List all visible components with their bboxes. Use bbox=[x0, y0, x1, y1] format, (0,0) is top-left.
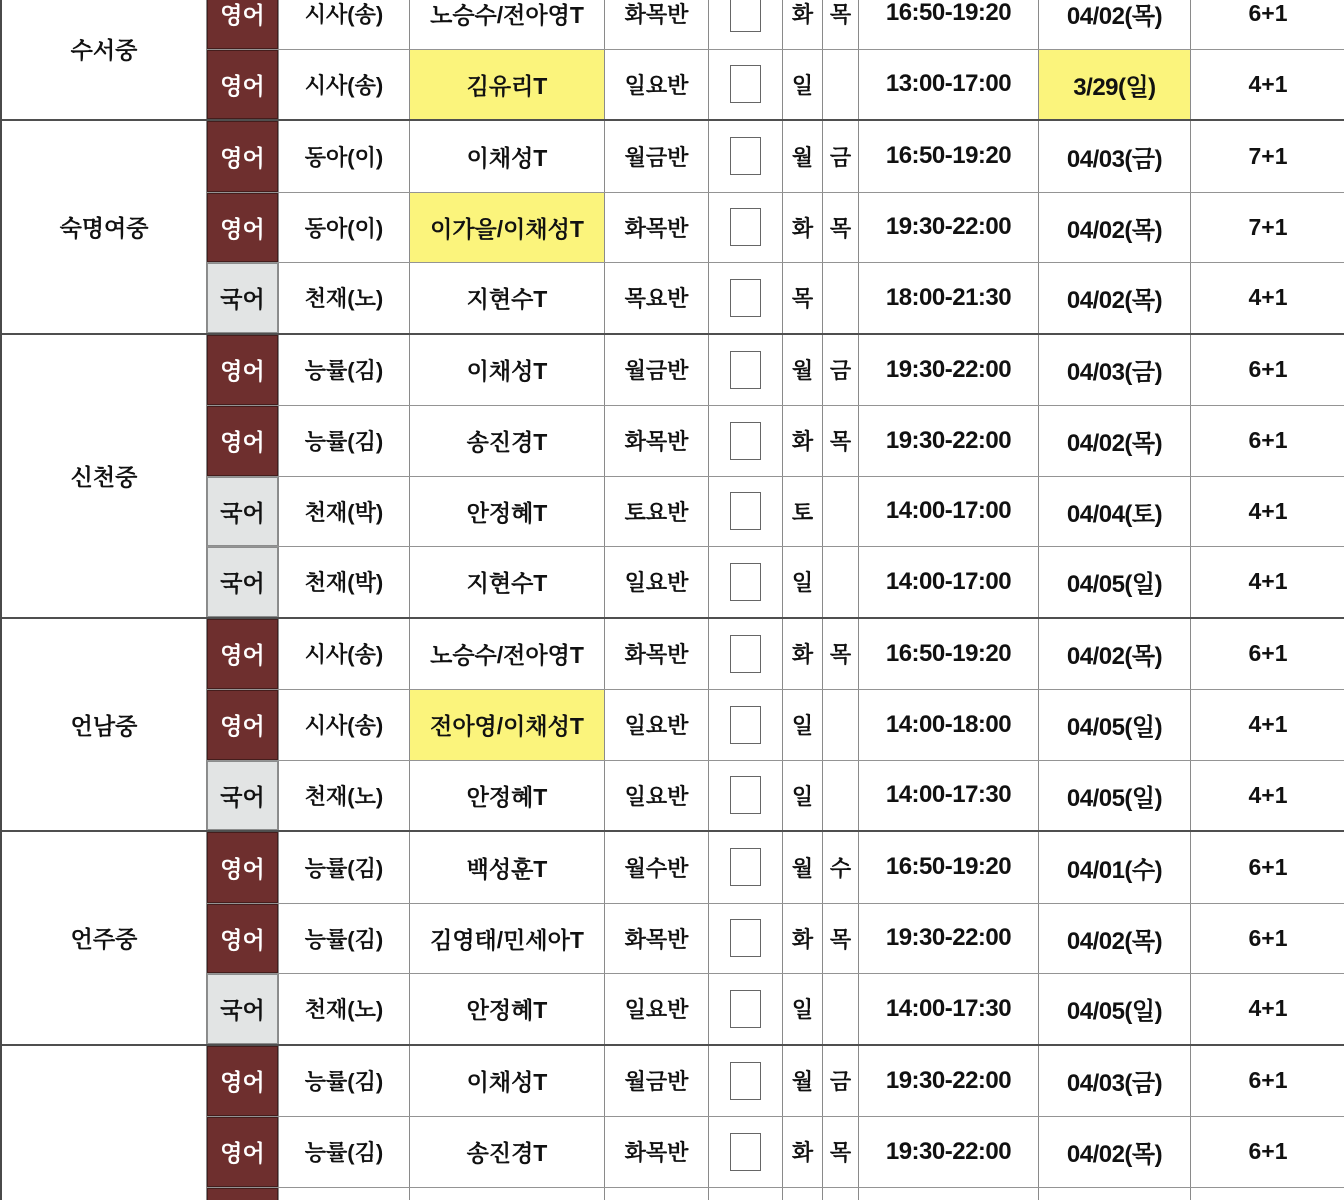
section-rows bbox=[207, 832, 1344, 1044]
day-cell-2 bbox=[823, 547, 859, 617]
schedule-row bbox=[207, 335, 1344, 406]
subject-cell: 영어 bbox=[207, 904, 279, 974]
textbook-cell: 시사(송) bbox=[279, 0, 410, 49]
session-count-cell: 7+1 bbox=[1248, 213, 1288, 240]
start-date-cell: 04/04(토) bbox=[1039, 477, 1191, 547]
class-name-cell: 일요반 bbox=[605, 50, 709, 120]
subject-cell: 영어 bbox=[207, 193, 279, 263]
day-cell-1: 화 bbox=[783, 904, 823, 974]
time-cell: 14:00-17:30 bbox=[859, 761, 1039, 831]
textbook-cell: 시사(송) bbox=[279, 50, 410, 120]
day-cell-1: 일 bbox=[783, 974, 823, 1044]
class-name-cell: 월금반 bbox=[605, 335, 709, 406]
day-cell-1: 화 bbox=[783, 0, 823, 49]
subject-cell: 영어 bbox=[207, 619, 279, 690]
class-name-cell: 월금반 bbox=[605, 1046, 709, 1117]
class-checkbox[interactable] bbox=[730, 1133, 761, 1171]
schedule-row bbox=[207, 49, 1344, 120]
textbook-cell: 능률(김) bbox=[279, 335, 410, 406]
day-cell-1: 월 bbox=[783, 1046, 823, 1117]
start-date-cell: 04/02(목) bbox=[1039, 1117, 1191, 1187]
time-cell: 19:30-22:00 bbox=[859, 406, 1039, 476]
teacher-cell: 백성훈T bbox=[410, 832, 605, 903]
time-cell: 14:00-17:00 bbox=[859, 547, 1039, 617]
checkbox-cell bbox=[709, 477, 783, 547]
session-count-cell: 6+1 bbox=[1248, 640, 1288, 667]
day-cell-1: 월 bbox=[783, 121, 823, 192]
session-count-cell: 4+1 bbox=[1248, 711, 1288, 738]
start-date-cell bbox=[1039, 1188, 1191, 1200]
day-cell-2: 목 bbox=[823, 619, 859, 690]
school-section bbox=[2, 617, 1344, 831]
subject-cell: 영어 bbox=[207, 832, 279, 903]
class-checkbox[interactable] bbox=[730, 0, 761, 32]
school-section bbox=[2, 830, 1344, 1044]
textbook-cell bbox=[279, 1188, 410, 1200]
schedule-row bbox=[207, 832, 1344, 903]
session-count-cell: 6+1 bbox=[1248, 924, 1288, 951]
textbook-cell: 능률(김) bbox=[279, 1117, 410, 1187]
class-checkbox[interactable] bbox=[730, 990, 761, 1028]
school-section bbox=[2, 119, 1344, 333]
schedule-row bbox=[207, 689, 1344, 760]
start-date-cell: 04/05(일) bbox=[1039, 974, 1191, 1044]
teacher-cell: 안정혜T bbox=[410, 974, 605, 1044]
teacher-cell bbox=[410, 1188, 605, 1200]
checkbox-cell bbox=[709, 974, 783, 1044]
session-count-cell: 4+1 bbox=[1248, 568, 1288, 595]
schedule-row bbox=[207, 405, 1344, 476]
subject-cell: 영어 bbox=[207, 50, 279, 120]
schedule-row bbox=[207, 262, 1344, 333]
class-checkbox[interactable] bbox=[730, 279, 761, 317]
subject-cell: 영어 bbox=[207, 0, 279, 49]
textbook-cell: 능률(김) bbox=[279, 832, 410, 903]
schedule-row bbox=[207, 619, 1344, 690]
day-cell-2 bbox=[823, 761, 859, 831]
class-name-cell: 화목반 bbox=[605, 619, 709, 690]
checkbox-cell bbox=[709, 904, 783, 974]
start-date-cell: 04/02(목) bbox=[1039, 904, 1191, 974]
day-cell-1: 일 bbox=[783, 690, 823, 760]
day-cell-1: 화 bbox=[783, 406, 823, 476]
class-checkbox[interactable] bbox=[730, 422, 761, 460]
school-section bbox=[2, 1044, 1344, 1200]
subject-cell: 영어 bbox=[207, 406, 279, 476]
subject-cell: 영어 bbox=[207, 1046, 279, 1117]
day-cell-2: 목 bbox=[823, 0, 859, 49]
textbook-cell: 시사(송) bbox=[279, 690, 410, 760]
checkbox-cell bbox=[709, 335, 783, 406]
class-name-cell: 월수반 bbox=[605, 832, 709, 903]
time-cell: 14:00-18:00 bbox=[859, 690, 1039, 760]
class-name-cell: 일요반 bbox=[605, 974, 709, 1044]
time-cell: 13:00-17:00 bbox=[859, 50, 1039, 120]
checkbox-cell bbox=[709, 1117, 783, 1187]
textbook-cell: 천재(박) bbox=[279, 547, 410, 617]
teacher-cell: 송진경T bbox=[410, 1117, 605, 1187]
class-checkbox[interactable] bbox=[730, 706, 761, 744]
class-name-cell: 화목반 bbox=[605, 904, 709, 974]
session-count-cell: 6+1 bbox=[1248, 356, 1288, 383]
day-cell-2 bbox=[823, 974, 859, 1044]
day-cell-1: 목 bbox=[783, 263, 823, 333]
textbook-cell: 동아(이) bbox=[279, 193, 410, 263]
class-checkbox[interactable] bbox=[730, 776, 761, 814]
checkbox-cell bbox=[709, 406, 783, 476]
day-cell-2: 금 bbox=[823, 121, 859, 192]
school-section bbox=[2, 333, 1344, 617]
school-name-cell: 언남중 bbox=[2, 619, 207, 831]
class-checkbox[interactable] bbox=[730, 65, 761, 103]
subject-cell: 국어 bbox=[207, 547, 279, 617]
teacher-cell: 김영태/민세아T bbox=[410, 904, 605, 974]
session-count-cell: 6+1 bbox=[1248, 1138, 1288, 1165]
textbook-cell: 능률(김) bbox=[279, 406, 410, 476]
checkbox-cell bbox=[709, 263, 783, 333]
schedule-row bbox=[207, 903, 1344, 974]
checkbox-cell bbox=[709, 1188, 783, 1200]
school-name-cell bbox=[2, 1046, 207, 1200]
class-checkbox[interactable] bbox=[730, 635, 761, 673]
subject-cell: 국어 bbox=[207, 761, 279, 831]
section-rows bbox=[207, 335, 1344, 617]
textbook-cell: 능률(김) bbox=[279, 904, 410, 974]
teacher-cell: 이채성T bbox=[410, 121, 605, 192]
subject-cell: 영어 bbox=[207, 335, 279, 406]
day-cell-2: 목 bbox=[823, 406, 859, 476]
day-cell-2: 금 bbox=[823, 1046, 859, 1117]
session-count-cell: 6+1 bbox=[1248, 853, 1288, 880]
time-cell: 16:50-19:20 bbox=[859, 619, 1039, 690]
session-count-cell: 6+1 bbox=[1248, 427, 1288, 454]
textbook-cell: 시사(송) bbox=[279, 619, 410, 690]
time-cell bbox=[859, 1188, 1039, 1200]
teacher-cell: 노승수/전아영T bbox=[410, 619, 605, 690]
time-cell: 19:30-22:00 bbox=[859, 193, 1039, 263]
start-date-cell: 04/03(금) bbox=[1039, 1046, 1191, 1117]
class-name-cell: 월금반 bbox=[605, 121, 709, 192]
start-date-cell: 04/02(목) bbox=[1039, 619, 1191, 690]
textbook-cell: 천재(박) bbox=[279, 477, 410, 547]
class-checkbox[interactable] bbox=[730, 208, 761, 246]
day-cell-2 bbox=[823, 1188, 859, 1200]
school-name-cell: 신천중 bbox=[2, 335, 207, 617]
section-rows bbox=[207, 121, 1344, 333]
textbook-cell: 동아(이) bbox=[279, 121, 410, 192]
checkbox-cell bbox=[709, 832, 783, 903]
class-name-cell bbox=[605, 1188, 709, 1200]
start-date-cell: 04/05(일) bbox=[1039, 547, 1191, 617]
session-count-cell bbox=[1191, 1188, 1344, 1200]
session-count-cell: 4+1 bbox=[1248, 995, 1288, 1022]
day-cell-1 bbox=[783, 1188, 823, 1200]
day-cell-1: 일 bbox=[783, 761, 823, 831]
day-cell-2 bbox=[823, 263, 859, 333]
subject-cell: 국어 bbox=[207, 263, 279, 333]
class-checkbox[interactable] bbox=[730, 848, 761, 886]
day-cell-1: 토 bbox=[783, 477, 823, 547]
checkbox-cell bbox=[709, 50, 783, 120]
subject-cell: 국어 bbox=[207, 974, 279, 1044]
class-name-cell: 화목반 bbox=[605, 193, 709, 263]
class-name-cell: 목요반 bbox=[605, 263, 709, 333]
checkbox-cell bbox=[709, 0, 783, 49]
start-date-cell: 04/01(수) bbox=[1039, 832, 1191, 903]
school-name-cell: 숙명여중 bbox=[2, 121, 207, 333]
day-cell-1: 화 bbox=[783, 1117, 823, 1187]
day-cell-2: 수 bbox=[823, 832, 859, 903]
class-checkbox[interactable] bbox=[730, 351, 761, 389]
subject-cell: 영어 bbox=[207, 121, 279, 192]
start-date-cell: 04/02(목) bbox=[1039, 406, 1191, 476]
teacher-cell: 지현수T bbox=[410, 547, 605, 617]
day-cell-1: 일 bbox=[783, 547, 823, 617]
subject-cell: 영어 bbox=[207, 690, 279, 760]
day-cell-1: 월 bbox=[783, 335, 823, 406]
start-date-cell: 04/02(목) bbox=[1039, 0, 1191, 49]
session-count-cell: 6+1 bbox=[1248, 1067, 1288, 1094]
session-count-cell: 6+1 bbox=[1248, 0, 1288, 26]
class-checkbox[interactable] bbox=[730, 563, 761, 601]
day-cell-2: 목 bbox=[823, 193, 859, 263]
start-date-cell: 3/29(일) bbox=[1039, 50, 1191, 120]
class-checkbox[interactable] bbox=[730, 492, 761, 530]
time-cell: 19:30-22:00 bbox=[859, 1117, 1039, 1187]
session-count-cell: 4+1 bbox=[1248, 781, 1288, 808]
time-cell: 16:50-19:20 bbox=[859, 832, 1039, 903]
teacher-cell: 안정혜T bbox=[410, 477, 605, 547]
day-cell-1: 화 bbox=[783, 193, 823, 263]
subject-cell bbox=[207, 1188, 279, 1200]
start-date-cell: 04/02(목) bbox=[1039, 263, 1191, 333]
start-date-cell: 04/05(일) bbox=[1039, 690, 1191, 760]
teacher-cell: 지현수T bbox=[410, 263, 605, 333]
checkbox-cell bbox=[709, 761, 783, 831]
textbook-cell: 천재(노) bbox=[279, 974, 410, 1044]
day-cell-2 bbox=[823, 50, 859, 120]
teacher-cell: 안정혜T bbox=[410, 761, 605, 831]
day-cell-1: 월 bbox=[783, 832, 823, 903]
teacher-cell: 송진경T bbox=[410, 406, 605, 476]
teacher-cell: 이가을/이채성T bbox=[410, 193, 605, 263]
time-cell: 19:30-22:00 bbox=[859, 1046, 1039, 1117]
start-date-cell: 04/02(목) bbox=[1039, 193, 1191, 263]
teacher-cell: 전아영/이채성T bbox=[410, 690, 605, 760]
time-cell: 16:50-19:20 bbox=[859, 0, 1039, 49]
schedule-row bbox=[207, 1046, 1344, 1117]
time-cell: 14:00-17:00 bbox=[859, 477, 1039, 547]
day-cell-2 bbox=[823, 690, 859, 760]
textbook-cell: 천재(노) bbox=[279, 263, 410, 333]
time-cell: 19:30-22:00 bbox=[859, 904, 1039, 974]
subject-cell: 국어 bbox=[207, 477, 279, 547]
day-cell-2: 목 bbox=[823, 1117, 859, 1187]
schedule-row bbox=[207, 546, 1344, 617]
textbook-cell: 능률(김) bbox=[279, 1046, 410, 1117]
class-checkbox[interactable] bbox=[730, 919, 761, 957]
class-checkbox[interactable] bbox=[730, 1062, 761, 1100]
schedule-row bbox=[207, 973, 1344, 1044]
section-rows bbox=[207, 619, 1344, 831]
class-name-cell: 일요반 bbox=[605, 547, 709, 617]
teacher-cell: 이채성T bbox=[410, 335, 605, 406]
start-date-cell: 04/03(금) bbox=[1039, 121, 1191, 192]
session-count-cell: 7+1 bbox=[1248, 142, 1288, 169]
day-cell-2: 목 bbox=[823, 904, 859, 974]
school-name-cell: 언주중 bbox=[2, 832, 207, 1044]
textbook-cell: 천재(노) bbox=[279, 761, 410, 831]
school-name-cell: 수서중 bbox=[2, 0, 207, 119]
checkbox-cell bbox=[709, 193, 783, 263]
teacher-cell: 노승수/전아영T bbox=[410, 0, 605, 49]
class-name-cell: 화목반 bbox=[605, 0, 709, 49]
checkbox-cell bbox=[709, 619, 783, 690]
session-count-cell: 4+1 bbox=[1248, 284, 1288, 311]
schedule-row bbox=[207, 192, 1344, 263]
schedule-row bbox=[207, 1187, 1344, 1200]
day-cell-1: 화 bbox=[783, 619, 823, 690]
day-cell-1: 일 bbox=[783, 50, 823, 120]
schedule-row bbox=[207, 476, 1344, 547]
day-cell-2: 금 bbox=[823, 335, 859, 406]
time-cell: 18:00-21:30 bbox=[859, 263, 1039, 333]
subject-cell: 영어 bbox=[207, 1117, 279, 1187]
class-name-cell: 화목반 bbox=[605, 406, 709, 476]
checkbox-cell bbox=[709, 547, 783, 617]
session-count-cell: 4+1 bbox=[1248, 70, 1288, 97]
time-cell: 19:30-22:00 bbox=[859, 335, 1039, 406]
start-date-cell: 04/03(금) bbox=[1039, 335, 1191, 406]
checkbox-cell bbox=[709, 690, 783, 760]
class-name-cell: 일요반 bbox=[605, 761, 709, 831]
session-count-cell: 4+1 bbox=[1248, 497, 1288, 524]
schedule-row bbox=[207, 1116, 1344, 1187]
start-date-cell: 04/05(일) bbox=[1039, 761, 1191, 831]
section-rows bbox=[207, 0, 1344, 119]
time-cell: 16:50-19:20 bbox=[859, 121, 1039, 192]
section-rows bbox=[207, 1046, 1344, 1200]
class-name-cell: 토요반 bbox=[605, 477, 709, 547]
schedule-row bbox=[207, 0, 1344, 49]
class-name-cell: 화목반 bbox=[605, 1117, 709, 1187]
checkbox-cell bbox=[709, 1046, 783, 1117]
teacher-cell: 김유리T bbox=[410, 50, 605, 120]
class-name-cell: 일요반 bbox=[605, 690, 709, 760]
teacher-cell: 이채성T bbox=[410, 1046, 605, 1117]
time-cell: 14:00-17:30 bbox=[859, 974, 1039, 1044]
school-section bbox=[2, 0, 1344, 119]
schedule-row bbox=[207, 121, 1344, 192]
schedule-row bbox=[207, 760, 1344, 831]
class-checkbox[interactable] bbox=[730, 137, 761, 175]
day-cell-2 bbox=[823, 477, 859, 547]
checkbox-cell bbox=[709, 121, 783, 192]
